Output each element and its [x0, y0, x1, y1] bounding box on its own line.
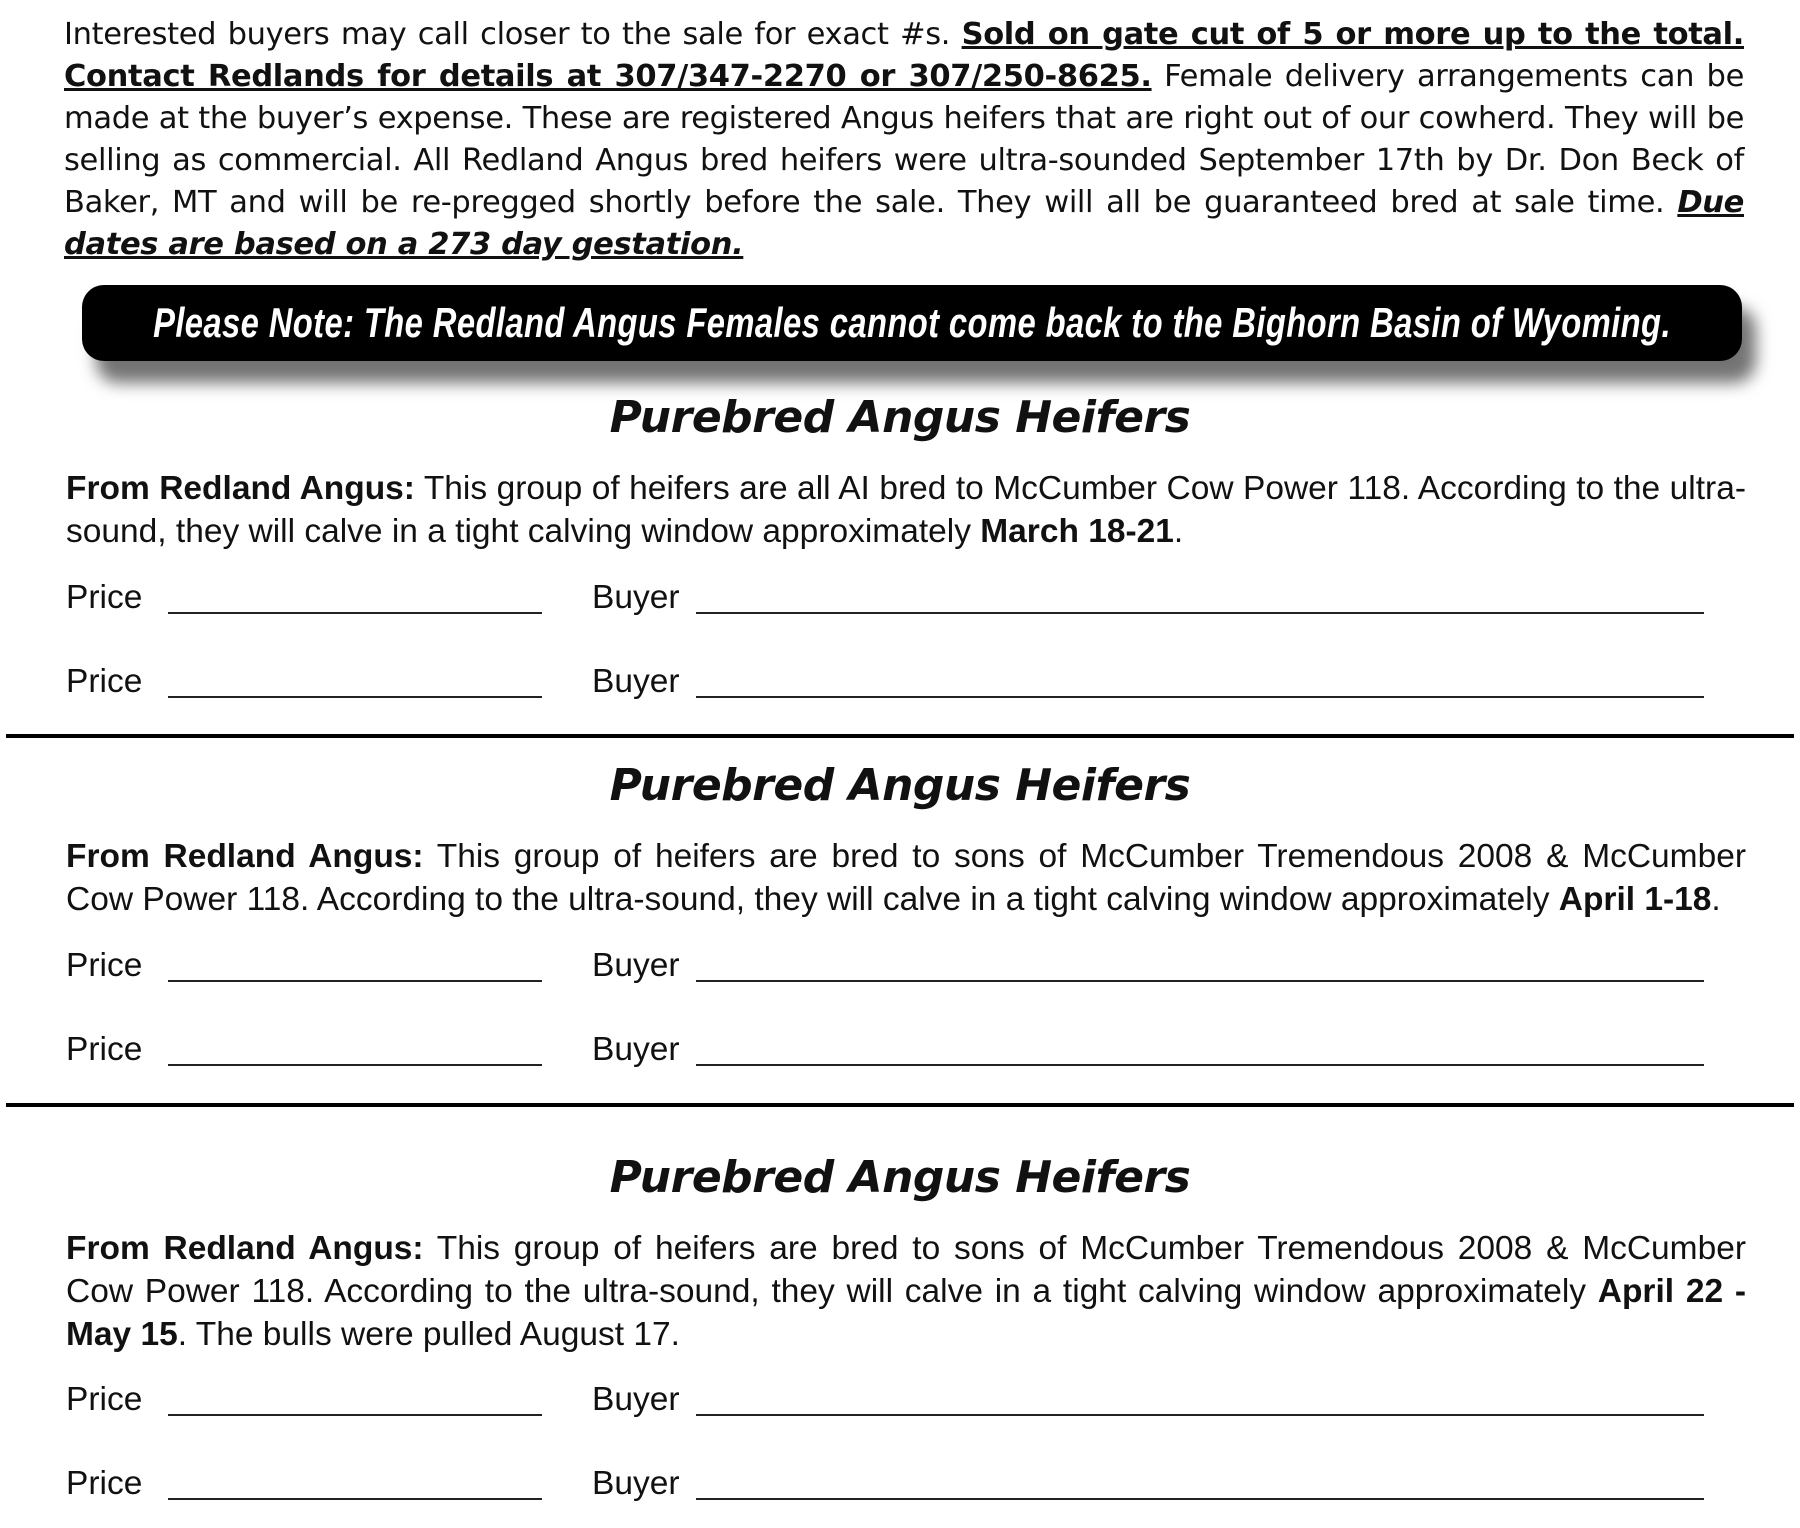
- section-1-calving-window: March 18-21: [980, 513, 1174, 550]
- price-field[interactable]: [168, 1414, 542, 1416]
- section-2-body: This group of heifers are bred to sons of McCumber Tremendous 2008 & McCumber Cow Power 118. According to the ultra-sound, they will calve in a tight calving window approximately: [66, 838, 1746, 918]
- section-3-description: [66, 1227, 1746, 1356]
- section-3-form-row-2: [66, 1462, 1706, 1506]
- section-2-lead: From Redland Angus:: [66, 838, 424, 875]
- buyer-label: Buyer: [592, 579, 680, 616]
- price-field[interactable]: [168, 696, 542, 698]
- price-label: Price: [66, 1031, 143, 1068]
- section-divider: [6, 734, 1794, 738]
- price-field[interactable]: [168, 612, 542, 614]
- intro-text-1: Interested buyers may call closer to the sale for exact #s.: [64, 17, 962, 52]
- section-3-calving-window: April 22 - May 15: [66, 1273, 1746, 1353]
- buyer-label: Buyer: [592, 1465, 680, 1502]
- buyer-field[interactable]: [696, 612, 1704, 614]
- section-divider: [6, 1103, 1794, 1107]
- buyer-label: Buyer: [592, 1381, 680, 1418]
- buyer-field[interactable]: [696, 1498, 1704, 1500]
- banner-text: Please Note: The Redland Angus Females cannot come back to the Bighorn Basin of Wyoming.: [153, 299, 1671, 346]
- price-label: Price: [66, 1465, 143, 1502]
- price-label: Price: [66, 579, 143, 616]
- buyer-label: Buyer: [592, 947, 680, 984]
- contact-note: Contact Redlands for details at 307/347-2270 or 307/250-8625.: [64, 59, 1152, 94]
- buyer-label: Buyer: [592, 1031, 680, 1068]
- section-1-body: This group of heifers are all AI bred to McCumber Cow Power 118. According to the ultra-sound, they will calve in a tight calving window approximately: [66, 470, 1746, 550]
- intro-text-2: Female delivery arrangements can be made at the buyer’s expense. These are registered Angus heifers that are right out of our cowherd. They will be selling as commercial. All Redland Angus bred heifers were ultra-sounded September 17th by Dr. Don Beck of Baker, MT and will be re-pregged shortly before the sale. They will all be guaranteed bred at sale time.: [64, 59, 1744, 220]
- price-field[interactable]: [168, 1064, 542, 1066]
- section-2-title: Purebred Angus Heifers: [609, 760, 1191, 811]
- section-3-form-row-1: [66, 1378, 1706, 1422]
- section-2-form-row-2: [66, 1028, 1706, 1072]
- price-field[interactable]: [168, 980, 542, 982]
- buyer-field[interactable]: [696, 696, 1704, 698]
- gate-cut-note: Sold on gate cut of 5 or more up to the total.: [961, 17, 1745, 52]
- intro-paragraph: [64, 14, 1744, 266]
- section-2-description: [66, 835, 1746, 921]
- section-3-lead: From Redland Angus:: [66, 1230, 424, 1267]
- buyer-label: Buyer: [592, 663, 680, 700]
- section-3-body: This group of heifers are bred to sons of McCumber Tremendous 2008 & McCumber Cow Power 118. According to the ultra-sound, they will calve in a tight calving window approximately: [66, 1230, 1746, 1310]
- section-1-title: Purebred Angus Heifers: [609, 392, 1191, 443]
- price-label: Price: [66, 1381, 143, 1418]
- section-2-tail: .: [1711, 881, 1721, 918]
- section-1-tail: .: [1173, 513, 1184, 550]
- section-3-tail: . The bulls were pulled August 17.: [177, 1316, 680, 1353]
- price-label: Price: [66, 947, 143, 984]
- section-2-calving-window: April 1-18: [1558, 881, 1712, 918]
- buyer-field[interactable]: [696, 1064, 1704, 1066]
- section-1-lead: From Redland Angus:: [66, 470, 415, 507]
- due-dates-note: Due dates are based on a 273 day gestation.: [64, 185, 1744, 262]
- section-1-form-row-1: [66, 576, 1706, 620]
- buyer-field[interactable]: [696, 1414, 1704, 1416]
- price-label: Price: [66, 663, 143, 700]
- please-note-banner: [82, 285, 1742, 361]
- section-2-form-row-1: [66, 944, 1706, 988]
- buyer-field[interactable]: [696, 980, 1704, 982]
- price-field[interactable]: [168, 1498, 542, 1500]
- section-3-title: Purebred Angus Heifers: [609, 1152, 1191, 1203]
- section-1-form-row-2: [66, 660, 1706, 704]
- section-1-description: [66, 467, 1746, 553]
